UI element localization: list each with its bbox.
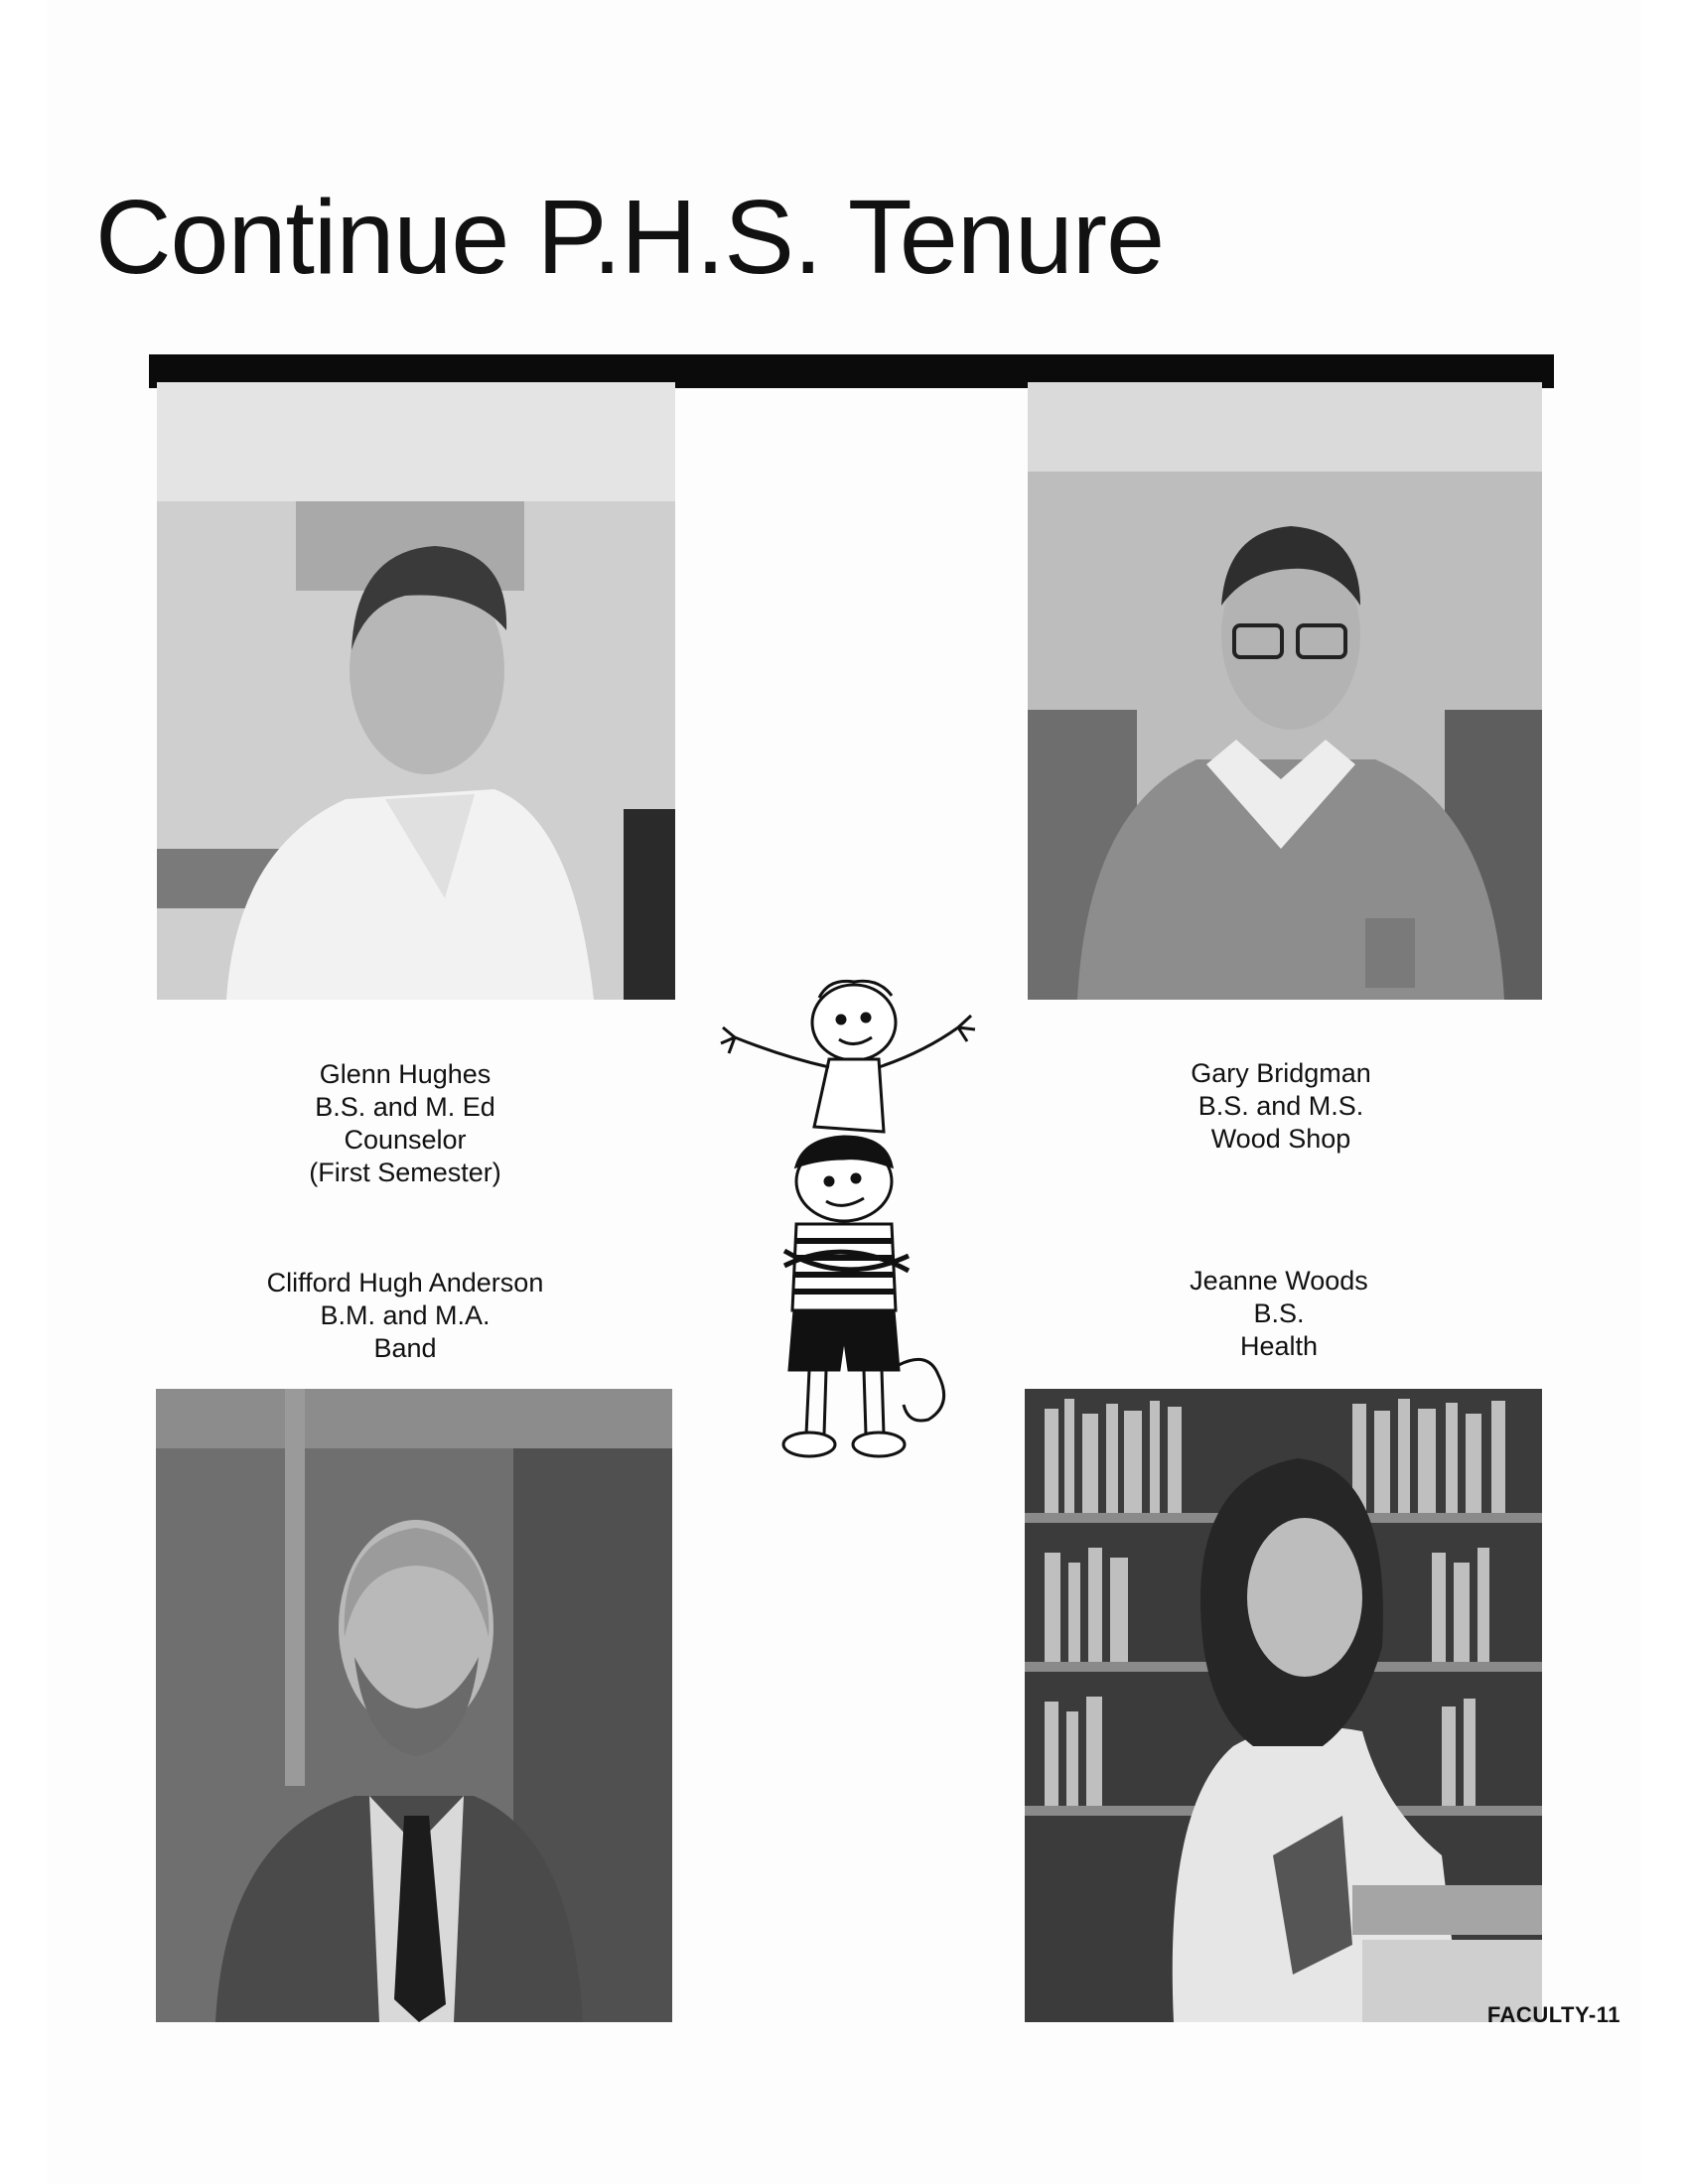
caption-glenn-hughes: [197, 1058, 614, 1189]
faculty-subject: Band: [373, 1333, 437, 1363]
photo-clifford-hugh-anderson: [156, 1389, 672, 2022]
faculty-subject: Wood Shop: [1210, 1124, 1351, 1154]
photo-gary-bridgman: [1028, 382, 1542, 1000]
faculty-degrees: B.M. and M.A.: [320, 1300, 491, 1330]
photo-jeanne-woods: [1025, 1389, 1542, 2022]
photo-glenn-hughes: [157, 382, 675, 1000]
faculty-name: Glenn Hughes: [319, 1059, 492, 1089]
faculty-degrees: B.S.: [1253, 1298, 1305, 1328]
faculty-degrees: B.S. and M.S.: [1197, 1091, 1364, 1121]
faculty-subject: Counselor: [344, 1125, 467, 1155]
faculty-name: Jeanne Woods: [1190, 1266, 1368, 1296]
caption-clifford-hugh-anderson: [197, 1267, 614, 1365]
caption-gary-bridgman: [1072, 1057, 1489, 1156]
cartoon-boys-mascot-icon: [715, 968, 983, 1504]
page-title: Continue P.H.S. Tenure: [95, 179, 1165, 296]
faculty-note: (First Semester): [309, 1158, 501, 1187]
faculty-name: Clifford Hugh Anderson: [266, 1268, 544, 1297]
faculty-subject: Health: [1239, 1331, 1319, 1361]
page-number: FACULTY-11: [1486, 2002, 1620, 2027]
caption-jeanne-woods: [1070, 1265, 1487, 1363]
faculty-degrees: B.S. and M. Ed: [315, 1092, 495, 1122]
faculty-name: Gary Bridgman: [1191, 1058, 1371, 1088]
